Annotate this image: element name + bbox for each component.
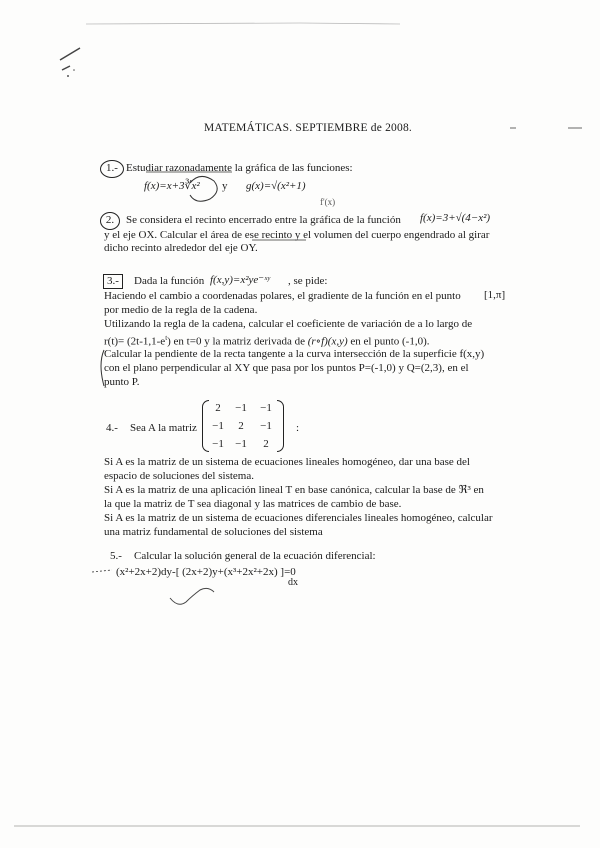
top-scan-line (86, 23, 400, 24)
problem-4-intro: Sea A la matriz (130, 422, 197, 434)
dash-left-eq (92, 570, 112, 572)
problem-2-function: f(x)=3+√(4−x²) (420, 212, 491, 224)
problem-3a-line-1: Haciendo el cambio a coordenadas polares, el gradiente de la función en el punto (104, 290, 461, 302)
matrix-cell: −1 (235, 402, 247, 414)
matrix-cell: −1 (260, 402, 272, 414)
problem-4b-line-2: la que la matriz de T sea diagonal y las matrices de cambio de base. (104, 498, 402, 510)
problem-4-colon: : (296, 422, 300, 434)
speck (67, 75, 69, 77)
problem-3a-line-2: por medio de la regla de la cadena. (104, 304, 258, 316)
problem-4c-line-2: una matriz fundamental de soluciones del sistema (104, 526, 323, 538)
problem-3b-composition: (r∘f)(x,y) (307, 335, 348, 348)
problem-1-statement: Estudiar razonadamente la gráfica de las funciones: (126, 162, 353, 174)
handwritten-scribble: f'(x) (320, 197, 336, 207)
problem-3b-exponent: t (165, 334, 168, 342)
problem-5-equation: (x²+2x+2)dy-[ (2x+2)y+(x³+2x²+2x) ]=0 (116, 566, 296, 578)
problem-1-function-g: g(x)=√(x²+1) (246, 180, 306, 192)
matrix-cell: 2 (215, 402, 221, 414)
matrix-cell: −1 (235, 438, 247, 450)
problem-5-number: 5.- (110, 550, 122, 562)
problem-3b-line-1: Utilizando la regla de la cadena, calcular el coeficiente de variación de a lo largo de (104, 318, 473, 330)
problem-3b-mid: ) en t=0 y la matriz derivada de (167, 335, 305, 348)
problem-3-function: f(x,y)=x²ye⁻ˣʸ (210, 274, 270, 286)
problem-2-line-2: y el eje OX. Calcular el área de ese recinto y el volumen del cuerpo engendrado al girar (104, 229, 490, 241)
problem-3b-end: en el punto (-1,0). (350, 335, 430, 348)
problem-3b-curve: r(t)= (2t-1,1-e (104, 335, 166, 348)
problem-3-intro: Dada la función (134, 275, 205, 287)
matrix-cell: −1 (212, 420, 224, 432)
corner-fold-mark (60, 48, 80, 70)
matrix-cell: 2 (238, 420, 244, 432)
sqrt-circle-mark (190, 176, 217, 201)
problem-3c-line-3: punto P. (104, 376, 140, 388)
page-title: MATEMÁTICAS. SEPTIEMBRE de 2008. (204, 122, 412, 134)
matrix-cell: 2 (263, 438, 269, 450)
problem-2-number: 2. (100, 212, 120, 230)
problem-1-conjunction: y (222, 180, 228, 192)
problem-1-function-f: f(x)=x+3∛x² (144, 180, 200, 192)
problem-3-intro-end: , se pide: (288, 275, 328, 287)
problem-3c-line-2: con el plano perpendicular al XY que pasa por los puntos P=(-1,0) y Q=(2,3), en el (104, 362, 469, 374)
matrix-cell: −1 (260, 420, 272, 432)
problem-1-number: 1.- (100, 160, 124, 178)
problem-5-dx: dx (288, 577, 298, 588)
problem-4a-line-2: espacio de soluciones del sistema. (104, 470, 254, 482)
problem-4a-line-1: Si A es la matriz de un sistema de ecuaciones lineales homogéneo, dar una base del (104, 456, 470, 468)
check-mark-scribble (170, 588, 214, 604)
problem-3-number: 3.- (103, 274, 123, 289)
brace-mark (101, 350, 104, 386)
problem-5-statement: Calcular la solución general de la ecuación diferencial: (134, 550, 376, 562)
problem-4c-line-1: Si A es la matriz de un sistema de ecuaciones diferenciales lineales homogéneo, calcular (104, 512, 493, 524)
problem-2-line-1: Se considera el recinto encerrado entre la gráfica de la función (126, 214, 401, 226)
matrix-cell: −1 (212, 438, 224, 450)
problem-3a-point: [1,π] (484, 289, 506, 301)
problem-4-number: 4.- (106, 422, 118, 434)
problem-4b-line-1: Si A es la matriz de una aplicación lineal T en base canónica, calcular la base de ℜ³ en (104, 484, 484, 496)
problem-3c-line-1: Calcular la pendiente de la recta tangente a la curva intersección de la superficie f(x,y) (104, 348, 485, 360)
problem-2-line-3: dicho recinto alrededor del eje OY. (104, 242, 258, 254)
speck (73, 69, 75, 71)
